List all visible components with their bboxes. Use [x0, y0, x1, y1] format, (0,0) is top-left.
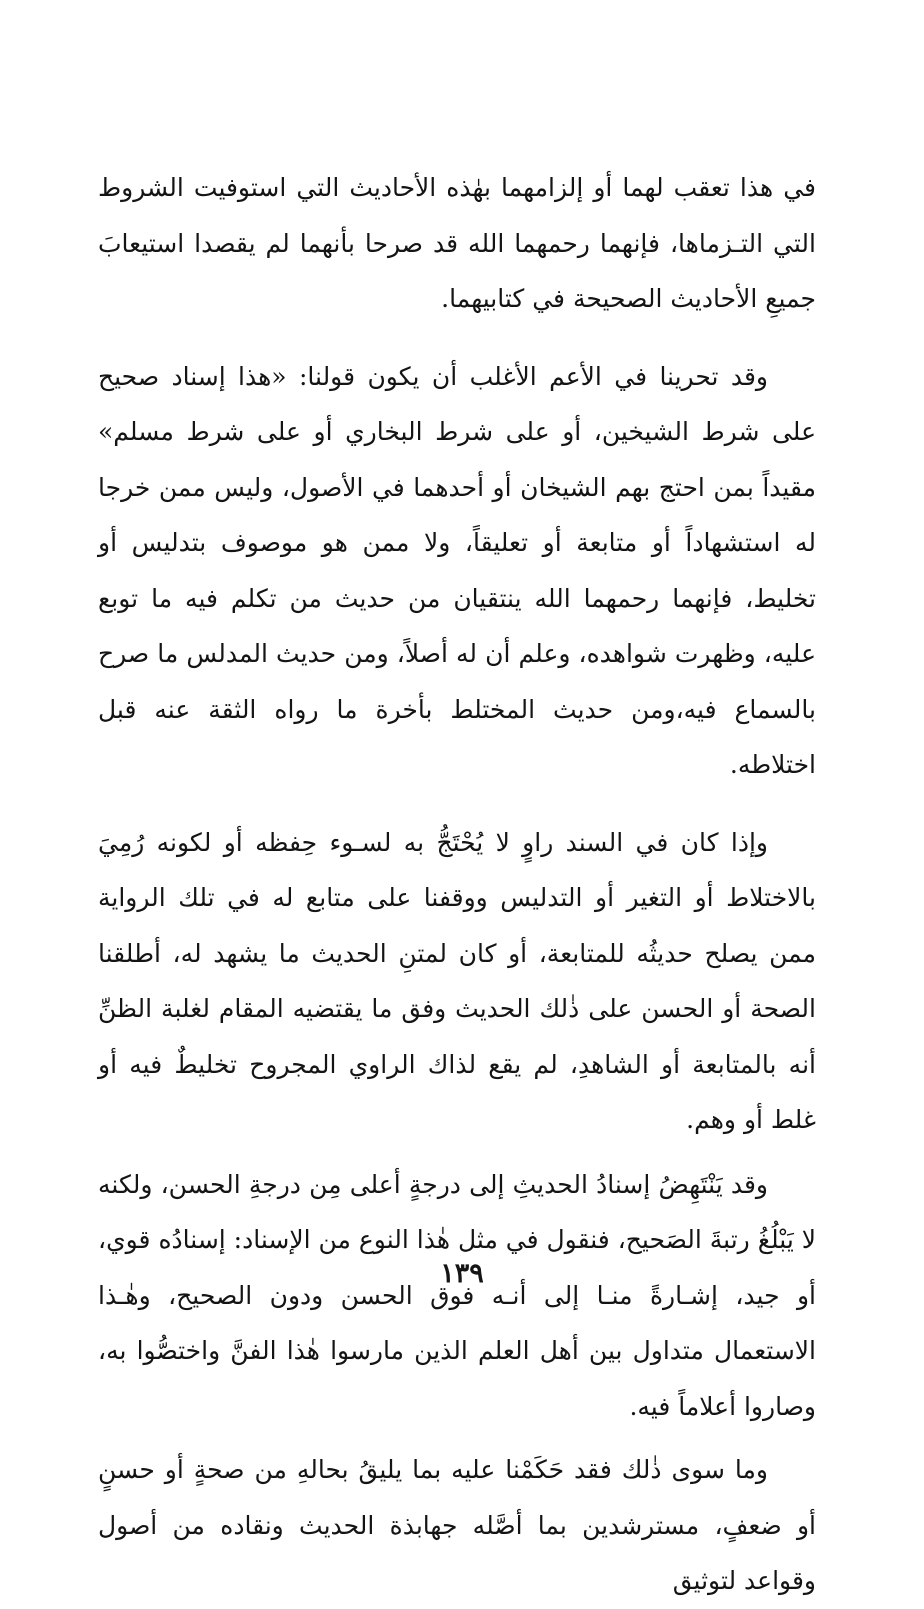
- paragraph-4: وقد يَنْتَهِضُ إسنادُ الحديثِ إلى درجةٍ أعلى مِن درجةِ الحسن، ولكنه لا يَبْلُغُ رتبةَ الصَحيح، فنقول في مثل هٰذا النوع من الإسناد: إسنادُه قوي، أو جيد، إشـارةً منـا إلى أنـه فوق الحسن ودون الصحيح، وهٰـذا الاستعمال متداول بين أهل العلم الذين مارسوا هٰذا الفنَّ واختصُّوا به، وصاروا أعلاماً فيه.: [98, 1169, 816, 1421]
- page-number: ١٣٩: [440, 1258, 484, 1289]
- paragraph-1: في هذا تعقب لهما أو إلزامهما بهٰذه الأحاديث التي استوفيت الشروط التي التـزماها، فإنهما رحمهما الله قد صرحا بأنهما لم يقصدا استيعابَ جميعِ الأحاديث الصحيحة في كتابيهما.: [98, 173, 816, 313]
- paragraph-3: وإذا كان في السند راوٍ لا يُحْتَجُّ به لسـوء حِفظه أو لكونه رُمِيَ بالاختلاط أو التغير أو التدليس ووقفنا على متابع له في تلك الرواية ممن يصلح حديثُه للمتابعة، أو كان لمتنِ الحديث ما يشهد له، أطلقنا الصحة أو الحسن على ذٰلك الحديث وفق ما يقتضيه المقام لغلبة الظنِّ أنه بالمتابعة أو الشاهدِ، لم يقع لذاك الراوي المجروح تخليطٌ فيه أو غلط أو وهم.: [98, 827, 816, 1134]
- page-body-text: [98, 160, 816, 1609]
- paragraph-5: وما سوى ذٰلك فقد حَكَمْنا عليه بما يليقُ بحالهِ من صحةٍ أو حسنٍ أو ضعفٍ، مسترشدين بما أصَّله جهابذة الحديث ونقاده من أصول وقواعد لتوثيق: [98, 1455, 816, 1595]
- paragraph-2: وقد تحرينا في الأعم الأغلب أن يكون قولنا: «هذا إسناد صحيح على شرط الشيخين، أو على شرط البخاري أو على شرط مسلم» مقيداً بمن احتج بهم الشيخان أو أحدهما في الأصول، وليس ممن خرجا له استشهاداً أو متابعة أو تعليقاً، ولا ممن هو موصوف بتدليس أو تخليط، فإنهما رحمهما الله ينتقيان من حديث من تكلم فيه ما توبع عليه، وظهرت شواهده، وعلم أن له أصلاً، ومن حديث المدلس ما صرح بالسماع فيه،ومن حديث المختلط بأخرة ما رواه الثقة عنه قبل اختلاطه.: [98, 361, 816, 779]
